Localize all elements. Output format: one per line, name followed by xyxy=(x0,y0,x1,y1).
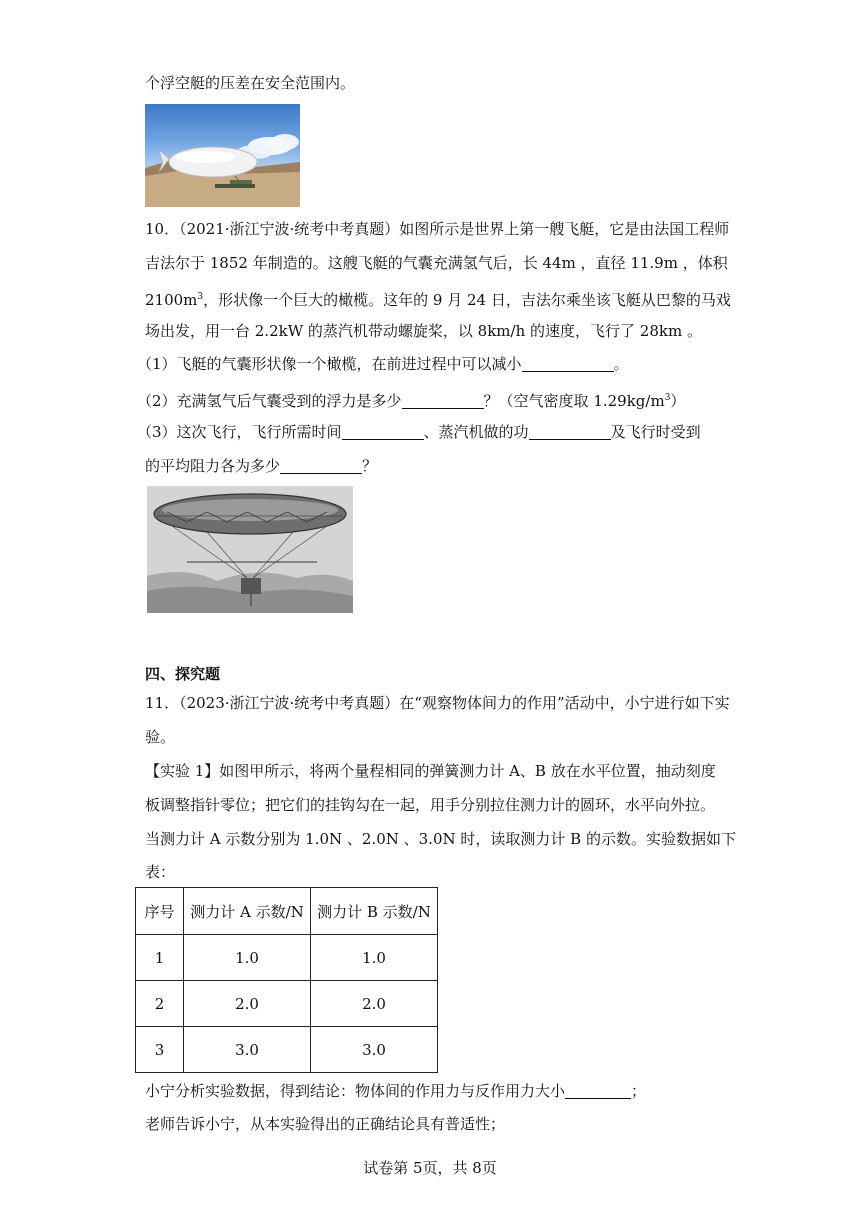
q10-sub1-end: 。 xyxy=(613,355,629,373)
q11-exp1-line3: 当测力计 A 示数分别为 1.0N 、2.0N 、3.0N 时，读取测力计 B 的示数。实验数据如下 xyxy=(145,830,736,848)
table-header: 测力计 B 示数/N xyxy=(311,888,438,935)
answer-blank[interactable] xyxy=(402,394,484,409)
q11-line1: 11．（2023·浙江宁波·统考中考真题）在“观察物体间力的作用”活动中，小宁进行如下实 xyxy=(145,694,730,712)
table-row xyxy=(136,1027,438,1073)
table-header-row xyxy=(136,888,438,935)
q10-volume-exponent: 3 xyxy=(197,292,204,302)
q10-sub2 xyxy=(137,387,685,412)
q10-sub2-exponent: 3 xyxy=(664,393,671,403)
airship-photo xyxy=(145,104,300,207)
q11-conclusion-end: ； xyxy=(631,1082,647,1100)
table-cell: 3.0 xyxy=(311,1027,438,1073)
answer-blank[interactable] xyxy=(280,459,362,474)
q10-volume: 2100m xyxy=(145,291,198,309)
table-row xyxy=(136,935,438,981)
q10-sub1-text: （1）飞艇的气囊形状像一个橄榄，在前进过程中可以减小 xyxy=(137,355,522,373)
q10-line1: 10．（2021·浙江宁波·统考中考真题）如图所示是世界上第一艘飞艇，它是由法国工程师 xyxy=(145,220,730,238)
q10-sub3-line2-end: ？ xyxy=(362,457,378,475)
q11-line2: 验。 xyxy=(145,728,176,746)
q10-sub2-text: （2）充满氢气后气囊受到的浮力是多少 xyxy=(137,392,402,410)
table-cell: 2.0 xyxy=(184,981,311,1027)
q10-line3-rest: ，形状像一个巨大的橄榄。这年的 9 月 24 日，吉法尔乘坐该飞艇从巴黎的马戏 xyxy=(203,291,731,309)
q10-sub3-text: （3）这次飞行，飞行所需时间 xyxy=(137,423,342,441)
answer-blank[interactable] xyxy=(342,425,424,440)
historic-airship-engraving xyxy=(147,486,353,613)
intro-text: 个浮空艇的压差在安全范围内。 xyxy=(145,74,356,92)
section-heading: 四、探究题 xyxy=(145,665,221,683)
table-cell: 1 xyxy=(136,935,184,981)
table-cell: 2.0 xyxy=(311,981,438,1027)
table-header: 测力计 A 示数/N xyxy=(184,888,311,935)
q10-line4: 场出发，用一台 2.2kW 的蒸汽机带动螺旋桨，以 8km/h 的速度，飞行了 28km 。 xyxy=(145,322,702,340)
table-header: 序号 xyxy=(136,888,184,935)
answer-blank[interactable] xyxy=(565,1084,631,1099)
q11-exp1-line2: 板调整指针零位；把它们的挂钩勾在一起，用手分别拉住测力计的圆环，水平向外拉。 xyxy=(145,796,716,814)
q10-sub3 xyxy=(137,421,701,443)
q10-sub1 xyxy=(137,353,629,375)
data-table xyxy=(135,887,438,1073)
q11-teacher-line: 老师告诉小宁，从本实验得出的正确结论具有普适性； xyxy=(145,1115,506,1133)
q10-sub3-text3: 及飞行时受到 xyxy=(610,423,701,441)
q10-sub3-text2: 、蒸汽机做的功 xyxy=(423,423,529,441)
table-row xyxy=(136,981,438,1027)
page-footer: 试卷第 5页，共 8页 xyxy=(363,1159,497,1177)
q10-sub2-end: ） xyxy=(670,392,686,410)
q11-conclusion-text: 小宁分析实验数据，得到结论：物体间的作用力与反作用力大小 xyxy=(145,1082,566,1100)
table-cell: 3 xyxy=(136,1027,184,1073)
table-cell: 1.0 xyxy=(311,935,438,981)
q11-exp1-line1: 【实验 1】如图甲所示，将两个量程相同的弹簧测力计 A、B 放在水平位置，抽动刻度 xyxy=(145,762,716,780)
answer-blank[interactable] xyxy=(529,425,611,440)
q11-conclusion xyxy=(145,1080,646,1102)
q10-line3 xyxy=(145,286,731,311)
table-cell: 2 xyxy=(136,981,184,1027)
q10-sub3-line2 xyxy=(145,455,377,477)
table-cell: 1.0 xyxy=(184,935,311,981)
q11-exp1-line4: 表： xyxy=(145,863,176,881)
q10-sub3-line2-text: 的平均阻力各为多少 xyxy=(145,457,281,475)
q10-sub2-note: ？（空气密度取 1.29kg/m xyxy=(483,392,665,410)
table-cell: 3.0 xyxy=(184,1027,311,1073)
answer-blank[interactable] xyxy=(522,357,614,372)
q10-line2: 吉法尔于 1852 年制造的。这艘飞艇的气囊充满氢气后，长 44m ，直径 11.9m ，体积 xyxy=(145,254,728,272)
